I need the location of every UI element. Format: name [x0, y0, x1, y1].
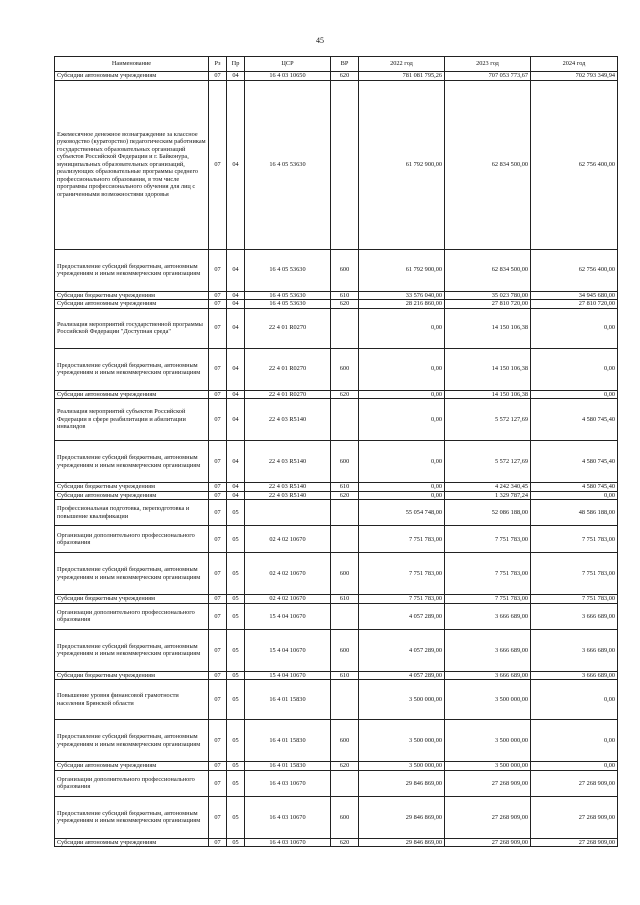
cell-csr: 22 4 01 R0270 — [245, 348, 331, 390]
cell-y2023: 52 086 188,00 — [445, 500, 531, 526]
cell-vr: 610 — [331, 671, 359, 680]
cell-vr — [331, 80, 359, 249]
cell-rz: 07 — [209, 603, 227, 629]
cell-name: Субсидии бюджетным учреждениям — [55, 595, 209, 604]
cell-name: Повышение уровня финансовой грамотности населения Брянской области — [55, 680, 209, 720]
cell-y2023: 14 150 106,38 — [445, 390, 531, 399]
cell-y2023: 4 242 340,45 — [445, 483, 531, 492]
cell-vr — [331, 500, 359, 526]
cell-csr: 16 4 01 15830 — [245, 680, 331, 720]
cell-y2024: 702 793 349,94 — [531, 72, 618, 81]
cell-y2023: 62 834 500,00 — [445, 80, 531, 249]
cell-y2022: 7 751 783,00 — [359, 526, 445, 553]
cell-name: Предоставление субсидий бюджетным, автономным учреждениям и иным некоммерческим организациям — [55, 441, 209, 483]
cell-pr: 04 — [227, 441, 245, 483]
cell-y2022: 61 792 900,00 — [359, 80, 445, 249]
cell-rz: 07 — [209, 491, 227, 500]
cell-name: Субсидии автономным учреждениям — [55, 762, 209, 771]
column-header-vr: ВР — [331, 57, 359, 72]
table-row — [55, 500, 618, 526]
table-header-row — [55, 57, 618, 72]
cell-name: Субсидии автономным учреждениям — [55, 838, 209, 847]
cell-y2024: 27 268 909,00 — [531, 770, 618, 796]
cell-y2022: 29 846 869,00 — [359, 770, 445, 796]
cell-csr: 15 4 04 10670 — [245, 603, 331, 629]
cell-csr: 22 4 03 R5140 — [245, 441, 331, 483]
cell-vr: 620 — [331, 491, 359, 500]
cell-y2022: 7 751 783,00 — [359, 595, 445, 604]
cell-y2023: 27 268 909,00 — [445, 838, 531, 847]
cell-y2022: 3 500 000,00 — [359, 720, 445, 762]
cell-y2022: 7 751 783,00 — [359, 553, 445, 595]
cell-name: Субсидии автономным учреждениям — [55, 72, 209, 81]
cell-pr: 05 — [227, 553, 245, 595]
table-row — [55, 291, 618, 300]
cell-name: Субсидии бюджетным учреждениям — [55, 483, 209, 492]
table-row — [55, 671, 618, 680]
cell-y2024: 0,00 — [531, 348, 618, 390]
cell-y2022: 61 792 900,00 — [359, 249, 445, 291]
cell-name: Предоставление субсидий бюджетным, автономным учреждениям и иным некоммерческим организациям — [55, 796, 209, 838]
cell-rz: 07 — [209, 441, 227, 483]
table-row — [55, 762, 618, 771]
cell-csr: 02 4 02 10670 — [245, 553, 331, 595]
cell-csr: 16 4 01 15830 — [245, 762, 331, 771]
cell-name: Реализация мероприятий государственной программы Российской Федерации "Доступная среда" — [55, 308, 209, 348]
cell-pr: 05 — [227, 796, 245, 838]
cell-rz: 07 — [209, 680, 227, 720]
cell-rz: 07 — [209, 348, 227, 390]
cell-rz: 07 — [209, 629, 227, 671]
cell-y2024: 0,00 — [531, 491, 618, 500]
cell-csr: 16 4 05 53630 — [245, 80, 331, 249]
cell-pr: 04 — [227, 390, 245, 399]
cell-pr: 05 — [227, 526, 245, 553]
cell-rz: 07 — [209, 796, 227, 838]
cell-y2023: 1 329 787,24 — [445, 491, 531, 500]
cell-vr: 620 — [331, 72, 359, 81]
cell-y2024: 0,00 — [531, 308, 618, 348]
cell-rz: 07 — [209, 720, 227, 762]
cell-csr: 22 4 01 R0270 — [245, 390, 331, 399]
cell-pr: 05 — [227, 838, 245, 847]
cell-rz: 07 — [209, 72, 227, 81]
cell-rz: 07 — [209, 595, 227, 604]
cell-name: Организации дополнительного профессионального образования — [55, 526, 209, 553]
cell-y2022: 0,00 — [359, 308, 445, 348]
cell-pr: 04 — [227, 483, 245, 492]
cell-y2023: 3 500 000,00 — [445, 720, 531, 762]
cell-name: Предоставление субсидий бюджетным, автономным учреждениям и иным некоммерческим организациям — [55, 553, 209, 595]
cell-csr: 02 4 02 10670 — [245, 595, 331, 604]
table-row — [55, 526, 618, 553]
cell-rz: 07 — [209, 399, 227, 441]
table-row — [55, 629, 618, 671]
cell-y2022: 0,00 — [359, 348, 445, 390]
table-row — [55, 838, 618, 847]
cell-y2023: 27 268 909,00 — [445, 770, 531, 796]
cell-csr: 02 4 02 10670 — [245, 526, 331, 553]
cell-y2023: 7 751 783,00 — [445, 595, 531, 604]
cell-y2024: 3 666 689,00 — [531, 603, 618, 629]
cell-rz: 07 — [209, 838, 227, 847]
cell-y2022: 29 846 869,00 — [359, 838, 445, 847]
cell-y2022: 0,00 — [359, 491, 445, 500]
cell-vr: 600 — [331, 796, 359, 838]
cell-y2022: 0,00 — [359, 441, 445, 483]
cell-rz: 07 — [209, 308, 227, 348]
cell-vr — [331, 603, 359, 629]
cell-csr — [245, 500, 331, 526]
cell-vr: 610 — [331, 483, 359, 492]
cell-y2023: 27 268 909,00 — [445, 796, 531, 838]
cell-y2023: 5 572 127,69 — [445, 399, 531, 441]
cell-rz: 07 — [209, 300, 227, 309]
table-row — [55, 595, 618, 604]
cell-y2022: 4 057 289,00 — [359, 629, 445, 671]
cell-y2023: 62 834 500,00 — [445, 249, 531, 291]
cell-csr: 22 4 01 R0270 — [245, 308, 331, 348]
cell-pr: 04 — [227, 308, 245, 348]
cell-rz: 07 — [209, 500, 227, 526]
cell-y2024: 27 268 909,00 — [531, 838, 618, 847]
cell-y2022: 29 846 869,00 — [359, 796, 445, 838]
cell-pr: 05 — [227, 671, 245, 680]
cell-y2023: 3 500 000,00 — [445, 680, 531, 720]
cell-name: Субсидии бюджетным учреждениям — [55, 291, 209, 300]
cell-y2022: 0,00 — [359, 390, 445, 399]
cell-pr: 04 — [227, 399, 245, 441]
cell-csr: 16 4 03 10670 — [245, 796, 331, 838]
cell-csr: 16 4 03 10670 — [245, 770, 331, 796]
cell-y2024: 27 268 909,00 — [531, 796, 618, 838]
cell-vr: 610 — [331, 291, 359, 300]
cell-y2024: 0,00 — [531, 390, 618, 399]
table-row — [55, 399, 618, 441]
cell-y2023: 3 666 689,00 — [445, 603, 531, 629]
cell-vr — [331, 770, 359, 796]
cell-y2023: 14 150 106,38 — [445, 308, 531, 348]
cell-y2023: 3 666 689,00 — [445, 671, 531, 680]
cell-y2022: 4 057 289,00 — [359, 671, 445, 680]
cell-name: Профессиональная подготовка, переподготовка и повышение квалификации — [55, 500, 209, 526]
cell-vr: 610 — [331, 595, 359, 604]
column-header-2024: 2024 год — [531, 57, 618, 72]
cell-rz: 07 — [209, 671, 227, 680]
cell-pr: 04 — [227, 249, 245, 291]
cell-pr: 04 — [227, 291, 245, 300]
cell-y2024: 3 666 689,00 — [531, 671, 618, 680]
cell-pr: 05 — [227, 720, 245, 762]
cell-rz: 07 — [209, 80, 227, 249]
cell-y2024: 0,00 — [531, 762, 618, 771]
table-row — [55, 491, 618, 500]
table-row — [55, 796, 618, 838]
cell-y2022: 0,00 — [359, 399, 445, 441]
cell-y2024: 7 751 783,00 — [531, 553, 618, 595]
cell-rz: 07 — [209, 526, 227, 553]
table-row — [55, 348, 618, 390]
cell-vr: 620 — [331, 762, 359, 771]
cell-name: Предоставление субсидий бюджетным, автономным учреждениям и иным некоммерческим организациям — [55, 720, 209, 762]
cell-y2023: 707 053 773,67 — [445, 72, 531, 81]
cell-y2023: 27 810 720,00 — [445, 300, 531, 309]
cell-y2023: 14 150 106,38 — [445, 348, 531, 390]
cell-name: Реализация мероприятий субъектов Российской Федерации в сфере реабилитации и абилитации инвалидов — [55, 399, 209, 441]
cell-vr: 600 — [331, 348, 359, 390]
cell-pr: 05 — [227, 680, 245, 720]
cell-y2024: 62 756 400,00 — [531, 80, 618, 249]
cell-pr: 05 — [227, 629, 245, 671]
cell-name: Субсидии бюджетным учреждениям — [55, 671, 209, 680]
cell-csr: 16 4 03 10670 — [245, 838, 331, 847]
cell-y2024: 4 580 745,40 — [531, 399, 618, 441]
cell-pr: 04 — [227, 348, 245, 390]
cell-rz: 07 — [209, 390, 227, 399]
column-header-name: Наименование — [55, 57, 209, 72]
cell-csr: 16 4 03 10650 — [245, 72, 331, 81]
cell-pr: 05 — [227, 762, 245, 771]
cell-name: Предоставление субсидий бюджетным, автономным учреждениям и иным некоммерческим организациям — [55, 348, 209, 390]
cell-y2023: 7 751 783,00 — [445, 526, 531, 553]
cell-pr: 05 — [227, 500, 245, 526]
table-row — [55, 680, 618, 720]
cell-y2024: 7 751 783,00 — [531, 595, 618, 604]
cell-name: Организации дополнительного профессионального образования — [55, 603, 209, 629]
cell-y2022: 28 216 860,00 — [359, 300, 445, 309]
cell-vr: 600 — [331, 720, 359, 762]
cell-name: Субсидии автономным учреждениям — [55, 300, 209, 309]
cell-y2024: 48 586 188,00 — [531, 500, 618, 526]
cell-name: Организации дополнительного профессионального образования — [55, 770, 209, 796]
cell-vr — [331, 399, 359, 441]
cell-vr — [331, 680, 359, 720]
cell-csr: 16 4 05 53630 — [245, 291, 331, 300]
table-row — [55, 483, 618, 492]
cell-vr — [331, 308, 359, 348]
cell-y2022: 3 500 000,00 — [359, 762, 445, 771]
cell-vr: 600 — [331, 441, 359, 483]
column-header-pr: Пр — [227, 57, 245, 72]
cell-pr: 04 — [227, 300, 245, 309]
cell-rz: 07 — [209, 762, 227, 771]
page-number: 45 — [316, 36, 324, 45]
cell-name: Субсидии автономным учреждениям — [55, 390, 209, 399]
cell-y2024: 34 945 680,00 — [531, 291, 618, 300]
cell-csr: 16 4 01 15830 — [245, 720, 331, 762]
table-row — [55, 300, 618, 309]
cell-csr: 22 4 03 R5140 — [245, 491, 331, 500]
cell-y2023: 35 023 780,00 — [445, 291, 531, 300]
column-header-csr: ЦСР — [245, 57, 331, 72]
cell-name: Субсидии автономным учреждениям — [55, 491, 209, 500]
cell-pr: 05 — [227, 603, 245, 629]
cell-y2022: 0,00 — [359, 483, 445, 492]
table-row — [55, 80, 618, 249]
cell-y2023: 3 666 689,00 — [445, 629, 531, 671]
cell-csr: 22 4 03 R5140 — [245, 483, 331, 492]
table-row — [55, 720, 618, 762]
cell-y2024: 0,00 — [531, 720, 618, 762]
cell-y2022: 4 057 289,00 — [359, 603, 445, 629]
table-row — [55, 603, 618, 629]
table-row — [55, 72, 618, 81]
cell-vr: 620 — [331, 838, 359, 847]
table-row — [55, 441, 618, 483]
cell-rz: 07 — [209, 291, 227, 300]
cell-csr: 16 4 05 53630 — [245, 300, 331, 309]
table-row — [55, 249, 618, 291]
column-header-2022: 2022 год — [359, 57, 445, 72]
cell-y2022: 55 054 748,00 — [359, 500, 445, 526]
cell-pr: 04 — [227, 80, 245, 249]
table-row — [55, 770, 618, 796]
cell-y2022: 33 576 040,00 — [359, 291, 445, 300]
cell-vr: 620 — [331, 390, 359, 399]
cell-y2024: 62 756 400,00 — [531, 249, 618, 291]
cell-name: Предоставление субсидий бюджетным, автономным учреждениям и иным некоммерческим организациям — [55, 249, 209, 291]
cell-csr: 22 4 03 R5140 — [245, 399, 331, 441]
cell-y2024: 27 810 720,00 — [531, 300, 618, 309]
column-header-2023: 2023 год — [445, 57, 531, 72]
cell-y2022: 3 500 000,00 — [359, 680, 445, 720]
cell-rz: 07 — [209, 770, 227, 796]
cell-pr: 05 — [227, 770, 245, 796]
cell-y2023: 3 500 000,00 — [445, 762, 531, 771]
cell-y2024: 4 580 745,40 — [531, 441, 618, 483]
cell-rz: 07 — [209, 249, 227, 291]
cell-y2024: 0,00 — [531, 680, 618, 720]
cell-vr: 600 — [331, 553, 359, 595]
cell-vr: 600 — [331, 629, 359, 671]
table-row — [55, 308, 618, 348]
cell-y2023: 5 572 127,69 — [445, 441, 531, 483]
cell-pr: 04 — [227, 491, 245, 500]
table-row — [55, 390, 618, 399]
cell-csr: 16 4 05 53630 — [245, 249, 331, 291]
cell-y2024: 7 751 783,00 — [531, 526, 618, 553]
cell-vr — [331, 526, 359, 553]
cell-pr: 04 — [227, 72, 245, 81]
column-header-rz: Рз — [209, 57, 227, 72]
cell-vr: 600 — [331, 249, 359, 291]
cell-y2022: 781 081 795,26 — [359, 72, 445, 81]
cell-y2024: 4 580 745,40 — [531, 483, 618, 492]
cell-name: Ежемесячное денежное вознаграждение за классное руководство (кураторство) педагогическим работникам государственных образовательных организаций субъектов Российской Федерации и г. Байконура, муниципальных образовательных организаций, реализующих образовательные программы среднего профессионального образования, в том числе программы профессионального обучения для лиц с ограниченными возможностями здоровья — [55, 80, 209, 249]
cell-vr: 620 — [331, 300, 359, 309]
cell-rz: 07 — [209, 483, 227, 492]
cell-y2023: 7 751 783,00 — [445, 553, 531, 595]
budget-table — [54, 56, 618, 847]
cell-rz: 07 — [209, 553, 227, 595]
cell-csr: 15 4 04 10670 — [245, 629, 331, 671]
table-row — [55, 553, 618, 595]
cell-pr: 05 — [227, 595, 245, 604]
cell-name: Предоставление субсидий бюджетным, автономным учреждениям и иным некоммерческим организациям — [55, 629, 209, 671]
cell-y2024: 3 666 689,00 — [531, 629, 618, 671]
cell-csr: 15 4 04 10670 — [245, 671, 331, 680]
